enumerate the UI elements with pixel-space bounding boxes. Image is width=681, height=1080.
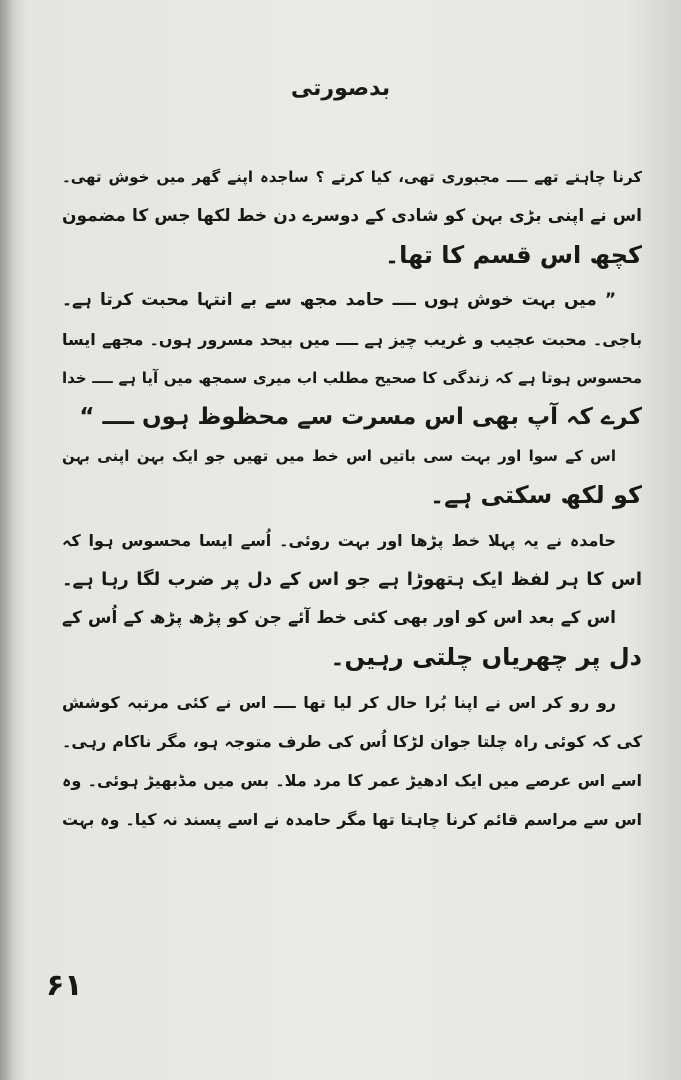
text-line-11: اس کا ہر لفظ ایک ہتھوڑا ہے جو اس کے دل پر ضرب لگا رہا ہے۔	[62, 569, 642, 590]
text-line-17: اس سے مراسم قائم کرنا چاہتا تھا مگر حامدہ نے اسے پسند نہ کیا۔ وہ بہت	[62, 810, 642, 829]
text-line-4: ” میں بہت خوش ہوں ــــ حامد مجھ سے بے انتہا محبت کرتا ہے۔	[62, 290, 616, 310]
text-line-8: اس کے سوا اور بہت سی باتیں اس خط میں تھیں جو ایک بہن اپنی بہن	[62, 447, 616, 465]
text-line-14: رو رو کر اس نے اپنا بُرا حال کر لیا تھا ــــ اس نے کئی مرتبہ کوشش	[62, 693, 616, 712]
text-line-1: کرنا چاہتے تھے ــــ مجبوری تھی، کیا کرتے ؟ ساجدہ اپنے گھر میں خوش تھی۔	[62, 168, 642, 186]
text-line-9: کو لکھ سکتی ہے۔	[430, 481, 642, 509]
text-line-2: اس نے اپنی بڑی بہن کو شادی کے دوسرے دن خط لکھا جس کا مضمون	[62, 206, 642, 226]
text-line-7: کرے کہ آپ بھی اس مسرت سے محظوظ ہوں ــــ “	[79, 404, 642, 430]
text-line-15: کی کہ کوئی راہ چلتا جوان لڑکا اُس کی طرف متوجہ ہو، مگر ناکام رہی۔	[62, 732, 642, 751]
text-line-16: اسے اس عرصے میں ایک ادھیڑ عمر کا مرد ملا۔ بس میں مڈبھیڑ ہوئی۔ وہ	[62, 771, 642, 790]
text-line-13: دل پر چھریاں چلتی رہیں۔	[330, 643, 642, 671]
page-number: ۶۱	[46, 968, 83, 1003]
text-line-12: اس کے بعد اس کو اور بھی کئی خط آئے جن کو پڑھ پڑھ کے اُس کے	[62, 608, 616, 628]
running-head-title: بدصورتی	[290, 76, 391, 101]
text-line-6: محسوس ہوتا ہے کہ زندگی کا صحیح مطلب اب میری سمجھ میں آیا ہے ــــ خدا	[62, 369, 642, 387]
spine-shadow	[0, 0, 14, 1080]
body-text	[62, 158, 642, 839]
text-line-5: باجی۔ محبت عجیب و غریب چیز ہے ــــ میں بیحد مسرور ہوں۔ مجھے ایسا	[62, 330, 642, 349]
text-line-10: حامدہ نے یہ پہلا خط پڑھا اور بہت روئی۔ اُسے ایسا محسوس ہوا کہ	[62, 531, 616, 550]
text-line-3: کچھ اس قسم کا تھا۔	[385, 241, 642, 269]
